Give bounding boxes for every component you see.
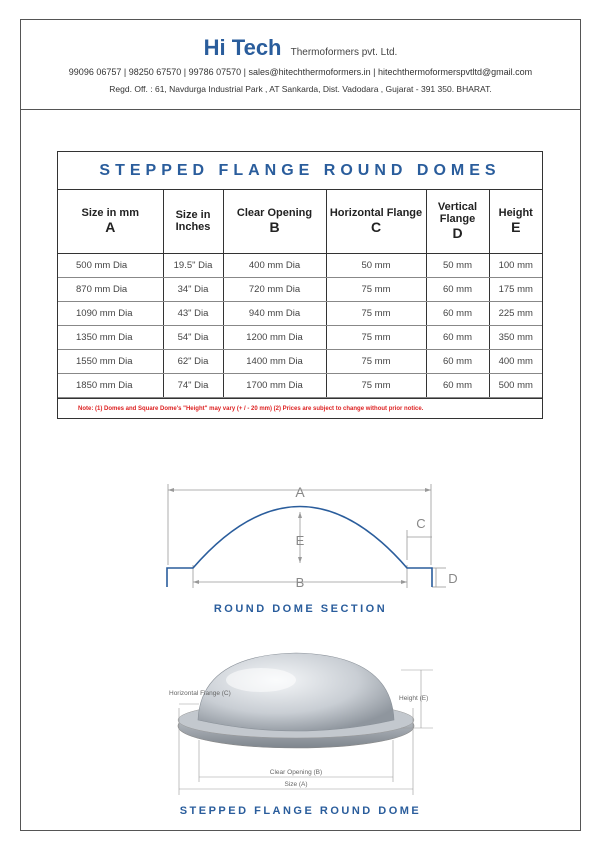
address-line: Regd. Off. : 61, Navdurga Industrial Park , AT Sankarda, Dist. Vadodara , Gujarat - 391 350. BHARAT. xyxy=(109,84,492,94)
table-cell: 1850 mm Dia xyxy=(58,373,163,397)
label-c: C xyxy=(416,516,426,531)
table-cell: 60 mm xyxy=(426,373,489,397)
table-cell: 720 mm Dia xyxy=(223,277,326,301)
table-cell: 1200 mm Dia xyxy=(223,325,326,349)
company-title: Hi Tech xyxy=(203,35,282,60)
table-cell: 34" Dia xyxy=(163,277,223,301)
table-row xyxy=(58,301,542,325)
table-row xyxy=(58,325,542,349)
col-height: Height E xyxy=(489,190,542,253)
col-size-mm: Size in mm A xyxy=(58,190,163,253)
table-cell: 400 mm Dia xyxy=(223,253,326,277)
table-cell: 400 mm xyxy=(489,349,542,373)
header-row xyxy=(58,190,542,253)
specs-table xyxy=(57,151,543,419)
table-cell: 1090 mm Dia xyxy=(58,301,163,325)
table-cell: 75 mm xyxy=(326,277,426,301)
table-cell: 175 mm xyxy=(489,277,542,301)
table-cell: 1550 mm Dia xyxy=(58,349,163,373)
label-a: A xyxy=(295,484,305,500)
horizontal-flange-label: Horizontal Flange (C) xyxy=(169,690,231,697)
product-caption: STEPPED FLANGE ROUND DOME xyxy=(179,805,422,817)
table-cell: 75 mm xyxy=(326,325,426,349)
table-title: STEPPED FLANGE ROUND DOMES xyxy=(58,152,542,190)
round-dome-section-diagram xyxy=(21,460,580,615)
table-cell: 500 mm xyxy=(489,373,542,397)
table-row xyxy=(58,373,542,397)
table-row xyxy=(58,277,542,301)
table-cell: 54" Dia xyxy=(163,325,223,349)
table-cell: 60 mm xyxy=(426,277,489,301)
letterhead xyxy=(21,20,580,110)
table-cell: 60 mm xyxy=(426,349,489,373)
table-cell: 62" Dia xyxy=(163,349,223,373)
height-label: Height (E) xyxy=(399,695,429,702)
table-cell: 50 mm xyxy=(426,253,489,277)
table-cell: 74" Dia xyxy=(163,373,223,397)
table-cell: 500 mm Dia xyxy=(58,253,163,277)
label-d: D xyxy=(448,571,458,586)
table-cell: 60 mm xyxy=(426,325,489,349)
company-subtitle: Thermoformers pvt. Ltd. xyxy=(290,47,398,58)
table-cell: 870 mm Dia xyxy=(58,277,163,301)
table-cell: 1350 mm Dia xyxy=(58,325,163,349)
contact-line: 99096 06757 | 98250 67570 | 99786 07570 | sales@hitechthermoformers.in | hitechthermoformerspvtltd@gmail.com xyxy=(68,67,533,77)
product-svg xyxy=(21,650,582,800)
section-svg xyxy=(21,460,582,610)
table-cell: 75 mm xyxy=(326,301,426,325)
table-cell: 1700 mm Dia xyxy=(223,373,326,397)
table-note: Note: (1) Domes and Square Dome's "Height" may vary (+ / - 20 mm) (2) Prices are subject to change without prior notice. xyxy=(58,398,542,418)
table-row xyxy=(58,253,542,277)
table-cell: 60 mm xyxy=(426,301,489,325)
table-cell: 50 mm xyxy=(326,253,426,277)
company-name xyxy=(21,35,580,61)
col-horizontal-flange: Horizontal Flange C xyxy=(326,190,426,253)
clear-opening-label: Clear Opening (B) xyxy=(269,769,323,776)
table-cell: 940 mm Dia xyxy=(223,301,326,325)
col-size-inches: Size in Inches xyxy=(163,190,223,253)
table-cell: 1400 mm Dia xyxy=(223,349,326,373)
table-row xyxy=(58,349,542,373)
table-cell: 75 mm xyxy=(326,349,426,373)
document-page xyxy=(20,19,581,831)
table-cell: 19.5" Dia xyxy=(163,253,223,277)
table-cell: 350 mm xyxy=(489,325,542,349)
table-cell: 43" Dia xyxy=(163,301,223,325)
table-cell: 100 mm xyxy=(489,253,542,277)
stepped-dome-product-diagram xyxy=(21,650,580,817)
section-caption: ROUND DOME SECTION xyxy=(213,603,388,615)
specs-grid xyxy=(58,190,542,398)
col-clear-opening: Clear Opening B xyxy=(223,190,326,253)
size-label: Size (A) xyxy=(284,781,308,788)
table-cell: 75 mm xyxy=(326,373,426,397)
table-cell: 225 mm xyxy=(489,301,542,325)
label-e: E xyxy=(295,533,305,548)
col-vertical-flange: Vertical Flange D xyxy=(426,190,489,253)
label-b: B xyxy=(295,575,305,590)
